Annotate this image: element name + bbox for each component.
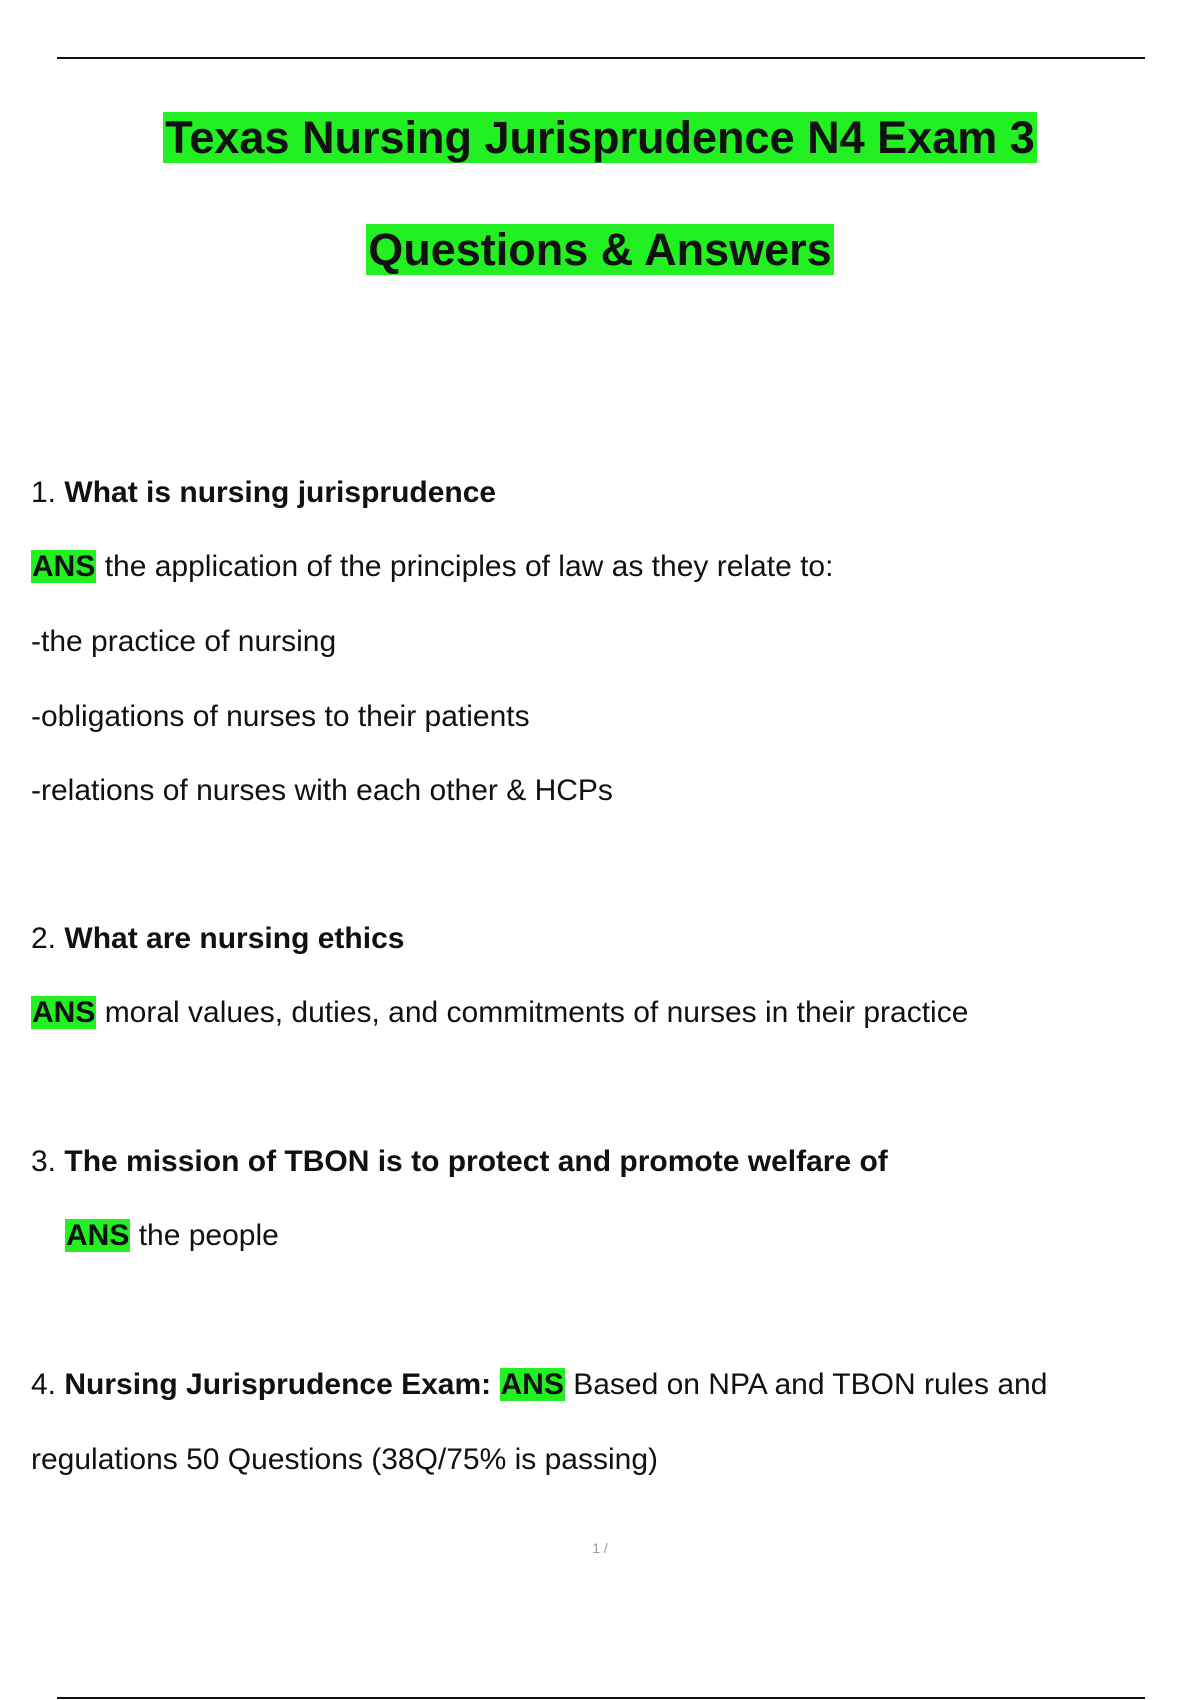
header-rule: [57, 57, 1145, 59]
question-2-text: What are nursing ethics: [64, 922, 405, 955]
document-title-line-2: [0, 222, 1200, 278]
question-3: [31, 1142, 888, 1182]
question-1-text: What is nursing jurisprudence: [64, 476, 497, 509]
answer-3: [65, 1216, 279, 1256]
document-title-line-1: [0, 110, 1200, 166]
question-3-number: 3.: [31, 1145, 57, 1178]
ans-badge: ANS: [66, 1219, 130, 1252]
question-4: [31, 1365, 1047, 1405]
footer-rule: [57, 1697, 1145, 1699]
question-2: [31, 919, 404, 959]
answer-2: [31, 993, 968, 1033]
question-4-text: Nursing Jurisprudence Exam:: [64, 1368, 492, 1401]
question-3-text: The mission of TBON is to protect and promote welfare of: [64, 1145, 888, 1178]
answer-1-detail-3: -relations of nurses with each other & HCPs: [31, 774, 613, 807]
ans-badge: ANS: [500, 1368, 564, 1401]
page-number: 1 /: [592, 1540, 608, 1556]
answer-1: [31, 547, 833, 587]
title-highlight-1: Texas Nursing Jurisprudence N4 Exam 3: [165, 112, 1035, 163]
answer-2-text: moral values, duties, and commitments of nurses in their practice: [104, 996, 969, 1029]
answer-1-text: the application of the principles of law as they relate to:: [104, 550, 834, 583]
question-1: [31, 473, 496, 513]
answer-1-detail-1: -the practice of nursing: [31, 625, 337, 658]
question-1-number: 1.: [31, 476, 57, 509]
ans-badge: ANS: [32, 996, 96, 1029]
answer-3-text: the people: [138, 1219, 279, 1252]
question-4-number: 4.: [31, 1368, 57, 1401]
question-2-number: 2.: [31, 922, 57, 955]
ans-badge: ANS: [32, 550, 96, 583]
answer-4-continued: regulations 50 Questions (38Q/75% is passing): [31, 1443, 659, 1476]
title-highlight-2: Questions & Answers: [368, 224, 832, 275]
answer-4-text: Based on NPA and TBON rules and: [573, 1368, 1048, 1401]
answer-1-detail-2: -obligations of nurses to their patients: [31, 700, 530, 733]
